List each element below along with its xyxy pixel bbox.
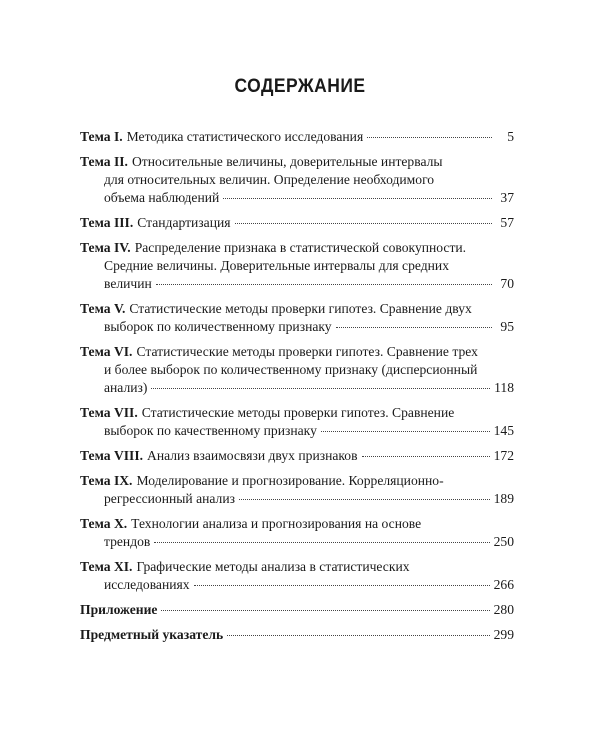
toc-page-number: 250 <box>493 534 514 549</box>
dot-leader <box>161 610 489 611</box>
dot-leader <box>235 223 492 224</box>
toc-entry-title: исследованиях <box>104 577 190 592</box>
toc-entry-title: объема наблюдений <box>104 190 220 205</box>
toc-entry[interactable] <box>80 472 514 508</box>
toc-entry[interactable] <box>80 128 514 146</box>
toc-entry-title: Анализ взаимосвязи двух признаков <box>147 448 358 463</box>
toc-entry-title: величин <box>104 276 152 291</box>
dot-leader <box>362 456 490 457</box>
toc-entry[interactable] <box>80 300 514 336</box>
toc-entry[interactable] <box>80 239 514 293</box>
toc-entry-label: Тема IV. <box>80 240 131 255</box>
toc-entry[interactable] <box>80 447 514 465</box>
toc-entry-label: Тема VIII. <box>80 448 144 463</box>
toc-page-number: 299 <box>493 627 514 642</box>
toc-entry-label: Тема V. <box>80 301 126 316</box>
dot-leader <box>151 388 490 389</box>
toc-page-number: 95 <box>500 319 514 334</box>
toc-entry[interactable] <box>80 404 514 440</box>
toc-entry-title: регрессионный анализ <box>104 491 235 506</box>
toc-entry-title: выборок по качественному признаку <box>104 423 317 438</box>
toc-entry-title: анализ) <box>104 380 148 395</box>
toc-entry[interactable] <box>80 515 514 551</box>
dot-leader <box>336 327 492 328</box>
toc-entry-title: Моделирование и прогнозирование. Корреляционно- <box>136 473 444 488</box>
toc-page-number: 118 <box>494 380 514 395</box>
toc-entry-title: Относительные величины, доверительные интервалы <box>131 154 443 169</box>
toc-entry-title: и более выборок по количественному признаку (дисперсионный <box>104 362 478 377</box>
dot-leader <box>194 585 490 586</box>
toc-entry-title: Средние величины. Доверительные интервалы для средних <box>104 258 450 273</box>
dot-leader <box>367 137 492 138</box>
dot-leader <box>156 284 492 285</box>
dot-leader <box>321 431 490 432</box>
toc-entry-label: Тема I. <box>80 129 123 144</box>
toc-page-number: 37 <box>500 190 514 205</box>
toc-page-number: 172 <box>493 448 514 463</box>
toc-page-number: 5 <box>507 129 514 144</box>
toc-entry-label: Тема IX. <box>80 473 133 488</box>
toc-entry[interactable] <box>80 153 514 207</box>
toc-page-number: 145 <box>493 423 514 438</box>
toc-entry-title: Технологии анализа и прогнозирования на основе <box>131 516 422 531</box>
toc-page-number: 57 <box>500 215 514 230</box>
toc-entry-title: Статистические методы проверки гипотез. Сравнение двух <box>129 301 472 316</box>
toc-entry-label: Тема VI. <box>80 344 133 359</box>
toc-entry[interactable] <box>80 601 514 619</box>
toc-entry-label: Тема III. <box>80 215 134 230</box>
toc-page-number: 280 <box>493 602 514 617</box>
toc-entry-title: трендов <box>104 534 151 549</box>
toc-entry[interactable] <box>80 626 514 644</box>
toc-entry-title: Предметный указатель <box>80 627 224 642</box>
toc-entry-label: Тема II. <box>80 154 128 169</box>
page-title: СОДЕРЖАНИЕ <box>234 76 366 97</box>
toc-entry[interactable] <box>80 558 514 594</box>
toc-entry-title: выборок по количественному признаку <box>104 319 332 334</box>
toc-entry-label: Тема XI. <box>80 559 133 574</box>
toc-page-number: 70 <box>500 276 514 291</box>
dot-leader <box>227 635 489 636</box>
toc-entry-title: Статистические методы проверки гипотез. Сравнение <box>141 405 455 420</box>
dot-leader <box>239 499 490 500</box>
toc-page-number: 189 <box>493 491 514 506</box>
toc-entry-title: Стандартизация <box>137 215 231 230</box>
toc-entry-title: для относительных величин. Определение необходимого <box>104 172 435 187</box>
toc-entry-title: Методика статистического исследования <box>126 129 364 144</box>
toc-page-number: 266 <box>493 577 514 592</box>
dot-leader <box>223 198 492 199</box>
toc-entry-title: Графические методы анализа в статистических <box>136 559 410 574</box>
toc-entry-title: Распределение признака в статистической совокупности. <box>134 240 467 255</box>
toc-entry[interactable] <box>80 214 514 232</box>
toc-entry[interactable] <box>80 343 514 397</box>
toc-entry-label: Тема VII. <box>80 405 138 420</box>
dot-leader <box>154 542 489 543</box>
toc-entry-title: Приложение <box>80 602 158 617</box>
table-of-contents <box>80 128 514 651</box>
toc-entry-title: Статистические методы проверки гипотез. Сравнение трех <box>136 344 478 359</box>
toc-entry-label: Тема X. <box>80 516 128 531</box>
